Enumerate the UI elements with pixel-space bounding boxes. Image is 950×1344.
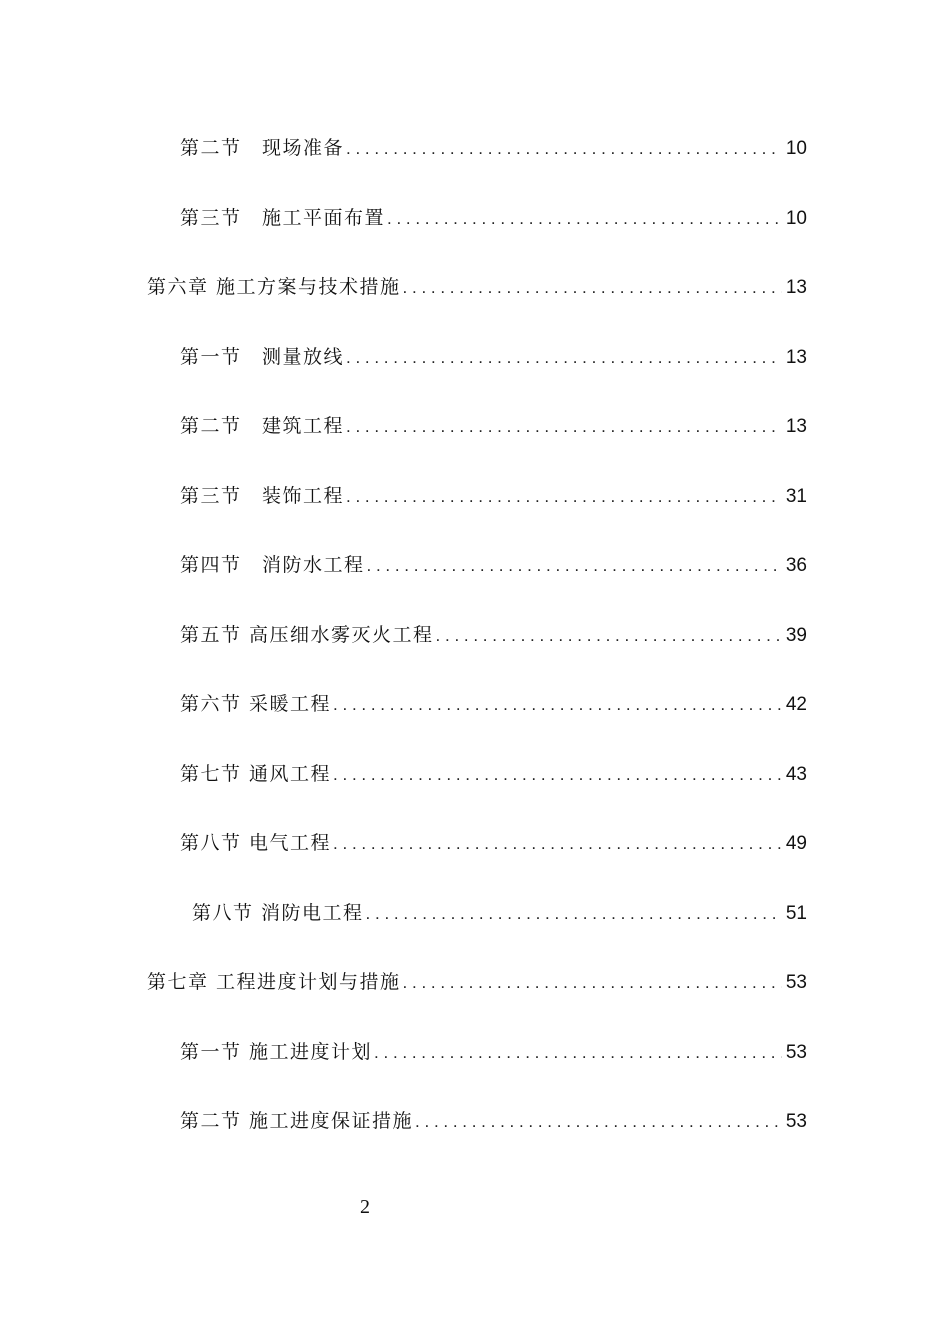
toc-entry-label: 第三节 施工平面布置 xyxy=(180,206,386,229)
toc-page-number: 13 xyxy=(785,416,807,438)
toc-entry[interactable] xyxy=(0,529,950,599)
toc-entry-label: 第七章 工程进度计划与措施 xyxy=(147,971,401,994)
toc-entry[interactable] xyxy=(0,460,950,530)
toc-page-number: 42 xyxy=(785,694,807,716)
toc-entry-label: 第一节 施工进度计划 xyxy=(180,1040,373,1063)
toc-entry-label: 第七节 通风工程 xyxy=(180,762,332,785)
dot-leader xyxy=(367,556,782,576)
toc-entry[interactable] xyxy=(0,1085,950,1155)
dot-leader xyxy=(374,1043,782,1063)
toc-entry[interactable] xyxy=(0,738,950,808)
toc-page-number: 13 xyxy=(785,346,807,368)
toc-entry[interactable] xyxy=(0,807,950,877)
toc-entry[interactable] xyxy=(0,599,950,669)
toc-page-number: 10 xyxy=(785,138,807,160)
toc-entry-label: 第二节 现场准备 xyxy=(180,137,345,160)
toc-page-number: 10 xyxy=(785,207,807,229)
toc-entry[interactable] xyxy=(0,946,950,1016)
toc-entry[interactable] xyxy=(0,1016,950,1086)
dot-leader xyxy=(366,904,782,924)
toc-entry-label: 第三节 装饰工程 xyxy=(180,484,345,507)
dot-leader xyxy=(403,973,782,993)
page-number: 2 xyxy=(360,1196,370,1218)
toc-entry-label: 第八节 电气工程 xyxy=(180,832,332,855)
dot-leader xyxy=(346,348,782,368)
toc-page-number: 31 xyxy=(785,485,807,507)
toc-entry-label: 第一节 测量放线 xyxy=(180,345,345,368)
dot-leader xyxy=(346,139,782,159)
toc-entry[interactable] xyxy=(0,182,950,252)
toc-entry[interactable] xyxy=(0,877,950,947)
toc-entry-label: 第六节 采暖工程 xyxy=(180,693,332,716)
dot-leader xyxy=(333,695,782,715)
dot-leader xyxy=(415,1112,782,1132)
toc-entry-label: 第二节 施工进度保证措施 xyxy=(180,1110,414,1133)
toc-entry[interactable] xyxy=(0,112,950,182)
toc-entry[interactable] xyxy=(0,668,950,738)
table-of-contents xyxy=(0,112,950,1155)
toc-entry[interactable] xyxy=(0,390,950,460)
toc-page-number: 49 xyxy=(785,833,807,855)
toc-page-number: 53 xyxy=(785,972,807,994)
toc-entry[interactable] xyxy=(0,321,950,391)
toc-page-number: 51 xyxy=(785,902,807,924)
dot-leader xyxy=(346,487,782,507)
toc-page-number: 13 xyxy=(785,277,807,299)
toc-page-number: 36 xyxy=(785,555,807,577)
dot-leader xyxy=(387,209,782,229)
toc-page-number: 39 xyxy=(785,624,807,646)
toc-page-number: 53 xyxy=(785,1041,807,1063)
toc-entry[interactable] xyxy=(0,251,950,321)
toc-entry-label: 第四节 消防水工程 xyxy=(180,554,365,577)
toc-page-number: 43 xyxy=(785,763,807,785)
toc-entry-label: 第五节 高压细水雾灭火工程 xyxy=(180,623,434,646)
toc-entry-label: 第二节 建筑工程 xyxy=(180,415,345,438)
dot-leader xyxy=(403,278,782,298)
dot-leader xyxy=(333,834,782,854)
toc-entry-label: 第六章 施工方案与技术措施 xyxy=(147,276,401,299)
dot-leader xyxy=(436,626,782,646)
dot-leader xyxy=(346,417,782,437)
toc-entry-label: 第八节 消防电工程 xyxy=(192,901,364,924)
dot-leader xyxy=(333,765,782,785)
toc-page-number: 53 xyxy=(785,1111,807,1133)
